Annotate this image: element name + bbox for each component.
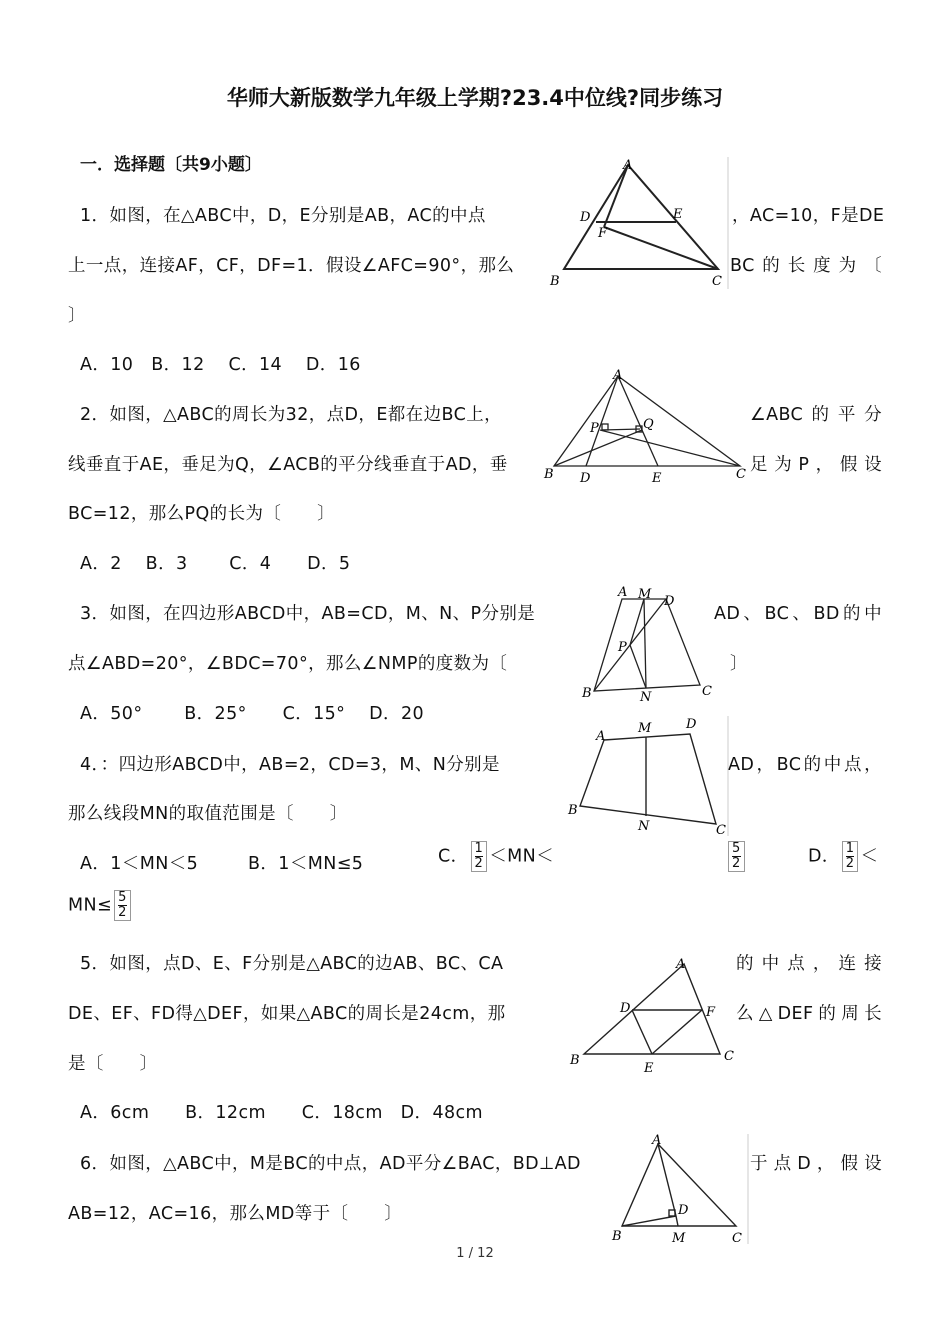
q4-line1-right: AD，BC的中点， [728, 755, 882, 775]
q1-label-b: B [550, 274, 560, 289]
q2-options: A．2 B．3 C．4 D．5 [80, 554, 351, 574]
q2-line2-right: 足为P，假设 [750, 455, 882, 475]
q1-line1-right: ，AC=10，F是DE [732, 206, 885, 226]
q4-option-c-five-half: $\frac{5}{2}$ [728, 841, 745, 872]
q1-label-c: C [712, 274, 722, 289]
q2-label-p: P [590, 421, 599, 436]
q4-line1-left: 4．：四边形ABCD中，AB=2，CD=3，M、N分别是 [80, 755, 500, 775]
q4-option-d-mn: MN≤ [68, 895, 113, 916]
q6-label-b: B [612, 1229, 622, 1244]
q5-options: A．6cm B．12cm C．18cm D．48cm [80, 1103, 483, 1123]
q4-option-b: B．1＜MN≤5 [248, 854, 364, 874]
q4-option-d-half: $\frac{1}{2}$ [842, 841, 859, 872]
q4-figure [566, 714, 730, 842]
q1-label-f: F [598, 226, 608, 241]
q1-label-d: D [580, 210, 591, 225]
q1-line3: 〕 [68, 306, 86, 326]
q4-label-n: N [638, 819, 650, 834]
q3-label-c: C [702, 684, 712, 699]
q4-label-d: D [686, 717, 697, 732]
q5-label-b: B [570, 1053, 580, 1068]
q2-label-d: D [580, 471, 591, 486]
q3-label-p: P [618, 640, 627, 655]
q3-options: A．50° B．25° C．15° D．20 [80, 704, 425, 724]
q1-line1-left: 1．如图，在△ABC中，D，E分别是AB，AC的中点 [80, 206, 486, 226]
q3-line1-right: AD、BC、BD的中 [714, 604, 882, 624]
q6-line1-right: 于点D，假设 [750, 1154, 882, 1174]
q3-label-a: A [618, 585, 628, 600]
q1-options: A．10 B．12 C．14 D．16 [80, 355, 361, 375]
q4-label-c: C [716, 823, 726, 838]
q3-label-m: M [638, 587, 652, 602]
q1-label-e: E [673, 207, 683, 222]
q1-line2-right: BC的长度为〔 [730, 256, 882, 276]
q4-option-d-tail [68, 890, 133, 921]
q2-line3: BC=12，那么PQ的长为〔 〕 [68, 504, 335, 524]
q6-label-a: A [652, 1133, 662, 1148]
q1-figure [546, 155, 730, 295]
q6-line2: AB=12，AC=16，那么MD等于〔 〕 [68, 1204, 403, 1224]
q4-label-m: M [638, 721, 652, 736]
q2-figure [540, 366, 750, 492]
q4-label-a: A [596, 729, 606, 744]
q2-label-q: Q [643, 417, 654, 432]
q2-label-a: A [613, 368, 623, 383]
q5-label-d: D [620, 1001, 631, 1016]
q5-line3: 是〔 〕 [68, 1054, 158, 1074]
q4-option-c [438, 841, 554, 872]
page-number: 1 / 12 [456, 1246, 494, 1261]
q4-line2: 那么线段MN的取值范围是〔 〕 [68, 804, 348, 824]
q4-option-d-five-half: $\frac{5}{2}$ [114, 890, 131, 921]
q5-figure [566, 952, 742, 1080]
q3-label-b: B [582, 686, 592, 701]
q5-label-c: C [724, 1049, 734, 1064]
q4-option-d-prefix: D． [808, 846, 840, 867]
q5-label-f: F [706, 1005, 716, 1020]
q2-label-c: C [736, 467, 746, 482]
q3-line1-left: 3．如图，在四边形ABCD中，AB=CD，M、N、P分别是 [80, 604, 536, 624]
q2-label-b: B [544, 467, 554, 482]
q2-line1-left: 2．如图，△ABC的周长为32，点D，E都在边BC上， [80, 405, 502, 425]
q4-option-c-half: $\frac{1}{2}$ [471, 841, 488, 872]
q4-option-c-upper [726, 841, 747, 872]
q4-option-c-prefix: C． [438, 846, 469, 867]
q5-line2-right: 么△DEF的周长 [736, 1004, 882, 1024]
section-heading: 一．选择题〔共9小题〕 [80, 155, 262, 175]
q4-label-b: B [568, 803, 578, 818]
q5-line1-left: 5．如图，点D、E、F分别是△ABC的边AB、BC、CA [80, 954, 504, 974]
q4-option-d [808, 841, 878, 872]
q3-line2-left: 点∠ABD=20°，∠BDC=70°，那么∠NMP的度数为〔 [68, 654, 508, 674]
q5-line2-left: DE、EF、FD得△DEF，如果△ABC的周长是24cm，那 [68, 1004, 506, 1024]
q2-line1-right: ∠ABC的平分 [750, 405, 882, 425]
q1-line2-left: 上一点，连接AF，CF，DF=1．假设∠AFC=90°，那么 [68, 256, 515, 276]
q6-label-c: C [732, 1231, 742, 1246]
q1-label-a: A [623, 158, 633, 173]
q4-option-a: A．1＜MN＜5 [80, 854, 199, 874]
q4-option-c-mn: ＜MN＜ [489, 846, 554, 867]
q3-line2-right: 〕 [730, 654, 748, 674]
q5-label-a: A [676, 957, 686, 972]
q2-line2-left: 线垂直于AE，垂足为Q，∠ACB的平分线垂直于AD，垂 [68, 455, 508, 475]
page-title: 华师大新版数学九年级上学期?23.4中位线?同步练习 [226, 86, 724, 110]
q6-figure [606, 1130, 750, 1250]
q4-option-d-lt: ＜ [860, 846, 879, 867]
q3-figure [578, 583, 714, 707]
q3-label-n: N [640, 690, 652, 703]
q6-line1-left: 6．如图，△ABC中，M是BC的中点，AD平分∠BAC，BD⊥AD [80, 1154, 581, 1174]
q6-label-d: D [678, 1203, 689, 1218]
q2-label-e: E [652, 471, 662, 486]
q5-line1-right: 的中点，连接 [736, 954, 882, 974]
q3-label-d: D [664, 594, 675, 609]
q5-label-e: E [644, 1061, 654, 1076]
q6-label-m: M [672, 1231, 686, 1246]
